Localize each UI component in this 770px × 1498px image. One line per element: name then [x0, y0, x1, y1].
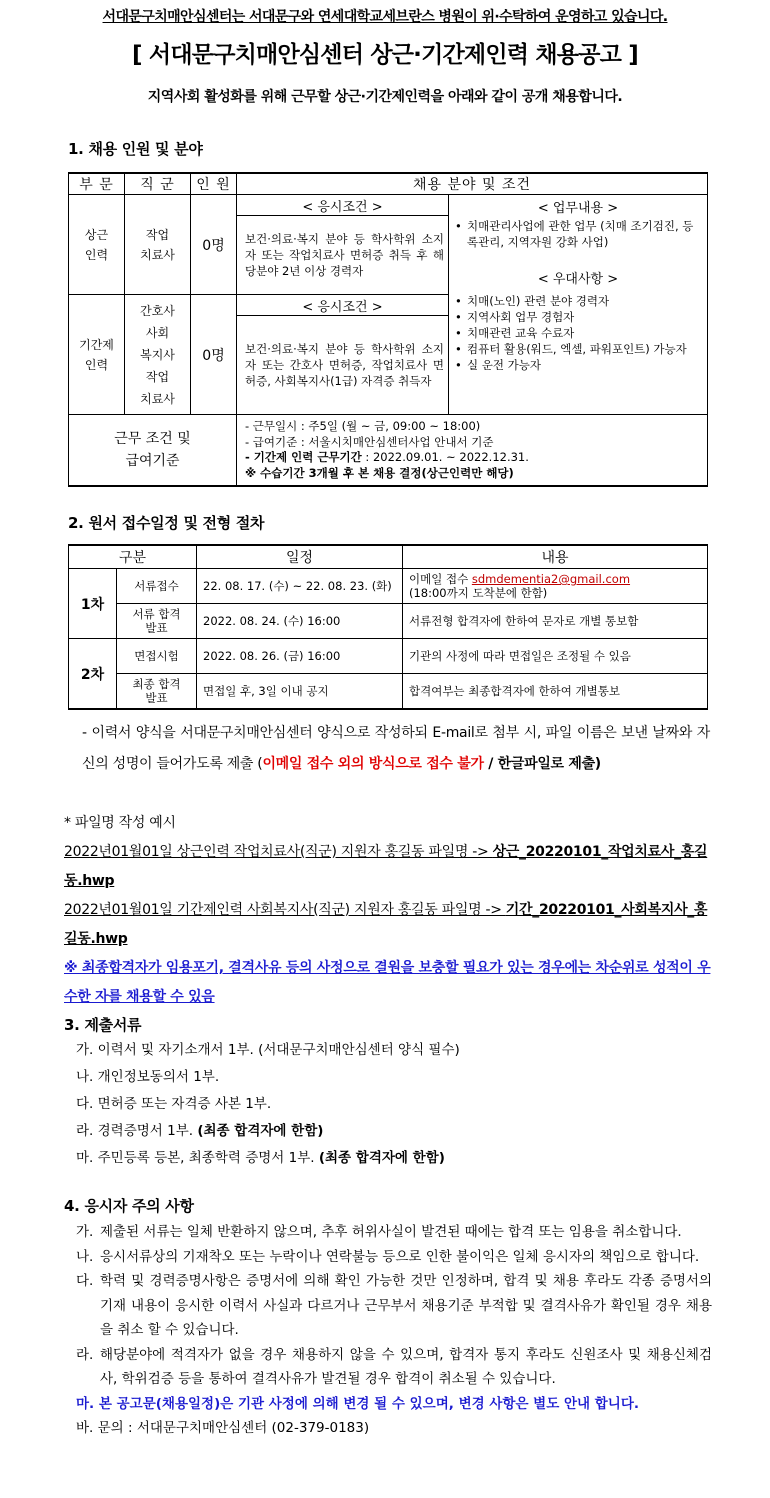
- caution-item: [76, 1220, 712, 1245]
- caution-text: 해당분야에 적격자가 없을 경우 채용하지 않을 수 있으며, 합격자 통지 후라도 신원조사 및 채용신체검사, 학위검증 등을 통하여 결격사유가 발견될 경우 합격이 취소될 수 있습니다.: [100, 1346, 712, 1387]
- header-count: 인 원: [191, 173, 237, 195]
- step-label: 면접시험: [117, 639, 197, 674]
- round-1: 1차: [69, 569, 117, 639]
- row2-job: 간호사 사회 복지사 작업 치료사: [125, 295, 191, 415]
- row1-count: 0명: [191, 195, 237, 295]
- section-3-title: 3. 제출서류: [64, 1016, 142, 1034]
- document-item: [76, 1091, 716, 1118]
- header-content: 내용: [403, 545, 708, 569]
- example-1-file: 상근_20220101_작업치료사_홍길동.hwp: [64, 844, 708, 889]
- caution-mark: 나.: [76, 1248, 94, 1265]
- row2-cond-header: < 응시조건 >: [237, 295, 449, 316]
- documents-list: [76, 1037, 716, 1172]
- document-item: [76, 1064, 716, 1091]
- caution-text: 응시서류상의 기재착오 또는 누락이나 연락불능 등으로 인한 불이익은 일체 응시자의 책임으로 합니다.: [100, 1248, 700, 1265]
- document-text: 라. 경력증명서 1부.: [76, 1123, 198, 1139]
- work-conditions: [237, 415, 708, 487]
- document-item: [76, 1037, 716, 1064]
- benefit-header: < 우대사항 >: [537, 272, 619, 287]
- document-text: 가. 이력서 및 자기소개서 1부. (서대문구치매안심센터 양식 필수): [76, 1042, 460, 1058]
- section-1-title: 1. 채용 인원 및 분야: [68, 140, 203, 158]
- page-subtitle: 지역사회 활성화를 위해 근무할 상근·기간제인력을 아래와 같이 공개 채용합니다.: [147, 89, 623, 105]
- row2-dept: 기간제 인력: [69, 295, 125, 415]
- probation-note: ※ 수습기간 3개월 후 본 채용 결정(상근인력만 해당): [245, 465, 514, 480]
- row1-job: 작업 치료사: [125, 195, 191, 295]
- document-item: [76, 1118, 716, 1145]
- contact-info: 바. 문의 : 서대문구치매안심센터 (02-379-0183): [76, 1420, 370, 1436]
- header-date: 일정: [197, 545, 403, 569]
- document-item: [76, 1145, 716, 1172]
- work-period-label: - 기간제 인력 근무기간: [245, 450, 362, 464]
- step-content: 합격여부는 최종합격자에 한하여 개별통보: [403, 674, 708, 710]
- step-label: 최종 합격 발표: [117, 674, 197, 710]
- step-date: 면접일 후, 3일 이내 공지: [197, 674, 403, 710]
- benefit-item: • 치매(노인) 관련 분야 경력자: [467, 293, 703, 309]
- caution-change-notice: 마. 본 공고문(채용일정)은 기관 사정에 의해 변경 될 수 있으며, 변경 사항은 별도 안내 합니다.: [76, 1395, 639, 1412]
- step-label: 서류 합격 발표: [117, 604, 197, 639]
- schedule-table: [68, 544, 708, 710]
- page-title: [ 서대문구치매안심센터 상근·기간제인력 채용공고 ]: [132, 42, 638, 68]
- header-job: 직 군: [125, 173, 191, 195]
- caution-mark: 가.: [76, 1224, 94, 1240]
- notice-line: 서대문구치매안심센터는 서대문구와 연세대학교세브란스 병원이 위·수탁하여 운영하고 있습니다.: [102, 9, 668, 25]
- step-content: [403, 569, 708, 604]
- benefit-list: [449, 293, 707, 373]
- round-2: 2차: [69, 639, 117, 710]
- header-dept: 부 문: [69, 173, 125, 195]
- example-2-text: 2022년01월01일 기간제인력 사회복지사(직군) 지원자 홍길동 파일명 ->: [64, 902, 506, 918]
- duty-benefit-cell: [449, 195, 708, 415]
- cautions-list: [76, 1220, 712, 1441]
- duty-list: [449, 218, 707, 250]
- row1-condition: 보건·의료·복지 분야 등 학사학위 소지자 또는 작업치료사 면허증 취득 후 해당분야 2년 이상 경력자: [237, 216, 449, 295]
- step-date: 22. 08. 17. (수) ~ 22. 08. 23. (화): [197, 569, 403, 604]
- file-note-b: / 한글파일로 제출): [483, 756, 601, 772]
- work-label: 근무 조건 및 급여기준: [69, 415, 237, 487]
- content-prefix: 이메일 접수: [409, 572, 472, 586]
- caution-text: 제출된 서류는 일체 반환하지 않으며, 추후 허위사실이 발견된 때에는 합격 또는 임용을 취소합니다.: [100, 1224, 682, 1240]
- caution-mark: 라.: [76, 1346, 94, 1363]
- caution-item: [76, 1343, 712, 1392]
- filename-example-2: [64, 896, 714, 954]
- document-note: (최종 합격자에 한함): [318, 1150, 445, 1166]
- document-text: 다. 면허증 또는 자격증 사본 1부.: [76, 1096, 272, 1112]
- row2-count: 0명: [191, 295, 237, 415]
- caution-text: 학력 및 경력증명사항은 증명서에 의해 확인 가능한 것만 인정하며, 합격 및 채용 후라도 각종 증명서의 기재 내용이 응시한 이력서 사실과 다르거나 근무부서 채용기준 부적합 및 결격사유가 확인될 경우 채용을 취소 할 수 있습니다.: [100, 1273, 712, 1338]
- header-field: 채용 분야 및 조건: [237, 173, 708, 195]
- step-content: 서류전형 합격자에 한하여 문자로 개별 통보함: [403, 604, 708, 639]
- document-text: 나. 개인정보동의서 1부.: [76, 1069, 220, 1085]
- duty-header: < 업무내용 >: [537, 201, 619, 216]
- step-label: 서류접수: [117, 569, 197, 604]
- section-4-title: 4. 응시자 주의 사항: [64, 1197, 194, 1215]
- benefit-item: • 실 운전 가능자: [467, 357, 703, 373]
- recruitment-table: [68, 172, 708, 487]
- filename-example-1: [64, 838, 714, 896]
- row2-condition: 보건·의료·복지 분야 등 학사학위 소지자 또는 간호사 면허증, 작업치료사 면허증, 사회복지사(1급) 자격증 취득자: [237, 316, 449, 415]
- work-period: [245, 450, 699, 466]
- file-note-warning: 이메일 접수 외의 방식으로 접수 불가: [262, 756, 484, 772]
- example-2-file: 기간_20220101_사회복지사_홍길동.hwp: [64, 902, 708, 947]
- step-date: 2022. 08. 26. (금) 16:00: [197, 639, 403, 674]
- section-2-title: 2. 원서 접수일정 및 전형 절차: [68, 514, 265, 532]
- final-notice: ※ 최종합격자가 임용포기, 결격사유 등의 사정으로 결원을 보충할 필요가 있는 경우에는 차순위로 성적이 우수한 자를 채용할 수 있음: [64, 960, 711, 1005]
- caution-item: [76, 1269, 712, 1343]
- benefit-item: • 지역사회 업무 경험자: [467, 309, 703, 325]
- step-date: 2022. 08. 24. (수) 16:00: [197, 604, 403, 639]
- caution-mark: 다.: [76, 1273, 94, 1289]
- row1-cond-header: < 응시조건 >: [237, 195, 449, 216]
- document-note: (최종 합격자에 한함): [197, 1123, 324, 1139]
- work-line: - 급여기준 : 서울시치매안심센터사업 안내서 기준: [245, 434, 494, 449]
- work-period-value: : 2022.09.01. ~ 2022.12.31.: [361, 450, 529, 464]
- duty-item: • 치매관리사업에 관한 업무 (치매 조기검진, 등록관리, 지역자원 강화 사업): [467, 218, 703, 250]
- content-suffix: (18:00까지 도착분에 한함): [409, 586, 548, 600]
- work-line: - 근무일시 : 주5일 (월 ~ 금, 09:00 ~ 18:00): [245, 419, 481, 433]
- row1-dept: 상근 인력: [69, 195, 125, 295]
- step-content: 기관의 사정에 따라 면접일은 조정될 수 있음: [403, 639, 708, 674]
- caution-item: [76, 1245, 712, 1270]
- file-note-a: - 이력서 양식을 서대문구치매안심센터 양식으로 작성하되 E-mail로 첨부 시, 파일 이름은 보낸 날짜와 자신의 성명이 들어가도록 제출 (: [82, 725, 710, 772]
- benefit-item: • 컴퓨터 활용(워드, 엑셀, 파워포인트) 가능자: [467, 341, 703, 357]
- benefit-item: • 치매관련 교육 수료자: [467, 325, 703, 341]
- file-note: [82, 718, 710, 780]
- filename-title: * 파일명 작성 예시: [64, 815, 176, 831]
- document-text: 마. 주민등록 등본, 최종학력 증명서 1부.: [76, 1150, 319, 1166]
- header-type: 구분: [69, 545, 197, 569]
- email-link[interactable]: sdmdementia2@gmail.com: [471, 572, 631, 586]
- example-1-text: 2022년01월01일 상근인력 작업치료사(직군) 지원자 홍길동 파일명 ->: [64, 844, 493, 860]
